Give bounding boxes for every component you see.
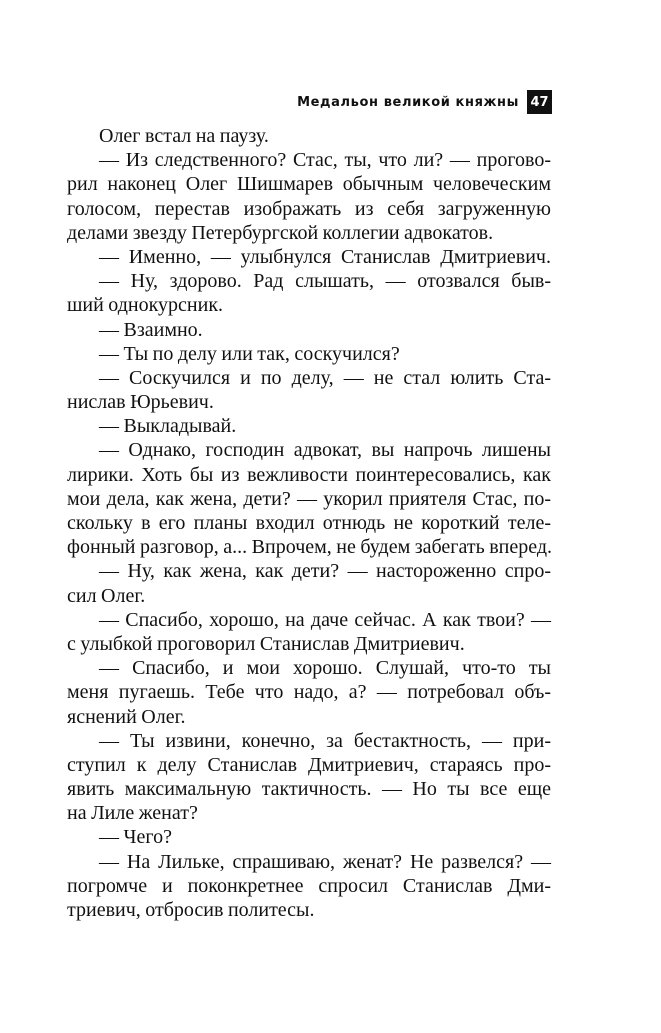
text-line: триевич, отбросив политесы.: [67, 899, 315, 921]
text-line: — Ну, как жена, как дети? — настороженно спро-: [99, 560, 551, 583]
text-line: меня пугаешь. Тебе что надо, а? — потребовал объ-: [67, 681, 551, 704]
body-text: [67, 124, 553, 922]
text-line: рил наконец Олег Шишмарев обычным человеческим: [67, 173, 551, 196]
text-line: — Именно, — улыбнулся Станислав Дмитриевич.: [99, 245, 551, 268]
text-line: — Из следственного? Стас, ты, что ли? — прогово-: [99, 149, 551, 172]
text-line: — Ну, здорово. Рад слышать, — отозвался быв-: [99, 270, 551, 293]
text-line: голосом, перестав изображать из себя загруженную: [67, 197, 551, 220]
text-line: — На Лильке, спрашиваю, женат? Не развелся? —: [99, 850, 551, 873]
text-line: — Ты по делу или так, соскучился?: [99, 342, 400, 365]
text-line: скольку в его планы входил отнюдь не короткий теле-: [67, 512, 551, 534]
text-line: Олег встал на паузу.: [99, 125, 269, 147]
text-line: яснений Олег.: [67, 705, 186, 728]
running-title: Медальон великой княжны: [297, 94, 519, 110]
text-line: — Чего?: [99, 826, 172, 849]
text-line: на Лиле женат?: [67, 802, 198, 825]
text-line: сил Олег.: [67, 584, 146, 607]
text-line: мои дела, как жена, дети? — укорил приятеля Стас, по-: [67, 487, 551, 510]
text-line: делами звезду Петербургской коллегии адвокатов.: [67, 221, 494, 244]
text-line: погромче и поконкретнее спросил Станислав Дми-: [67, 874, 551, 897]
text-line: с улыбкой проговорил Станислав Дмитриевич.: [67, 632, 465, 655]
text-line: — Взаимно.: [99, 318, 203, 341]
text-line: — Спасибо, и мои хорошо. Слушай, что-то ты: [99, 657, 551, 680]
text-line: — Выкладывай.: [99, 415, 237, 438]
text-line: фонный разговор, а... Впрочем, не будем забегать вперед.: [67, 536, 553, 559]
text-line: — Однако, господин адвокат, вы напрочь лишены: [99, 439, 551, 462]
text-line: нислав Юрьевич.: [67, 391, 214, 414]
text-line: лирики. Хоть бы из вежливости поинтересовались, как: [67, 463, 551, 486]
running-head: [286, 90, 552, 114]
text-line: ший однокурсник.: [67, 294, 224, 317]
text-line: — Спасибо, хорошо, на даче сейчас. А как твои? —: [99, 608, 551, 631]
text-line: явить максимальную тактичность. — Но ты все еще: [67, 778, 551, 801]
text-line: — Ты извини, конечно, за бестактность, — при-: [99, 729, 551, 752]
text-line: — Соскучился и по делу, — не стал юлить Ста-: [99, 366, 551, 389]
page-number: 47: [527, 90, 552, 114]
text-line: ступил к делу Станислав Дмитриевич, стараясь про-: [67, 753, 551, 776]
